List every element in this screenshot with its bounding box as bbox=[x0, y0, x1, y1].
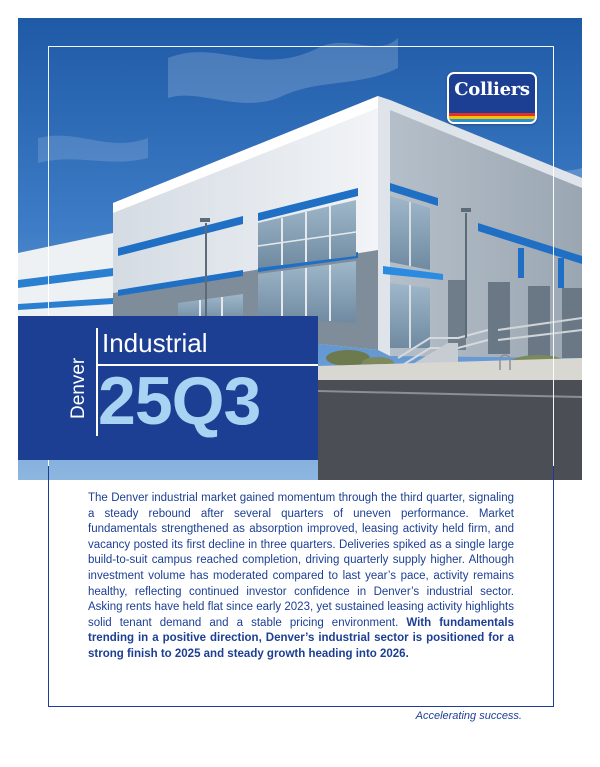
city-label: Denver bbox=[68, 357, 89, 419]
title-block bbox=[18, 316, 318, 460]
logo-wordmark: Colliers bbox=[454, 79, 530, 100]
logo-stripes bbox=[449, 113, 535, 122]
summary-emphasis: With fundamentals trending in a positive direction, Denver’s industrial sector is positioned for a strong finish to 2025 and steady growth heading into 2026. bbox=[88, 616, 514, 660]
sector-label: Industrial bbox=[102, 328, 208, 358]
market-summary bbox=[88, 491, 514, 663]
colliers-logo bbox=[447, 72, 537, 124]
tagline: Accelerating success. bbox=[410, 710, 528, 722]
quarter-label: 25Q3 bbox=[98, 363, 261, 439]
logo-stripe-blue bbox=[449, 119, 535, 122]
summary-intro: The Denver industrial market gained momentum through the third quarter, signaling a steady rebound after several quarters of uneven performance. Market fundamentals strengthened as absorption improved, leasing activity held firm, and vacancy posted its first decline in three quarters. Deliveries spiked as a single large build-to-suit campus reached completion, driving quarterly supply higher. Although investment volume has moderated compared to last year’s pace, activity remains healthy, reflecting continued investor confidence in Denver’s industrial sector. Asking rents have held flat since early 2023, yet sustained leasing activity highlights solid tenant demand and a stable pricing environment. bbox=[88, 492, 514, 629]
